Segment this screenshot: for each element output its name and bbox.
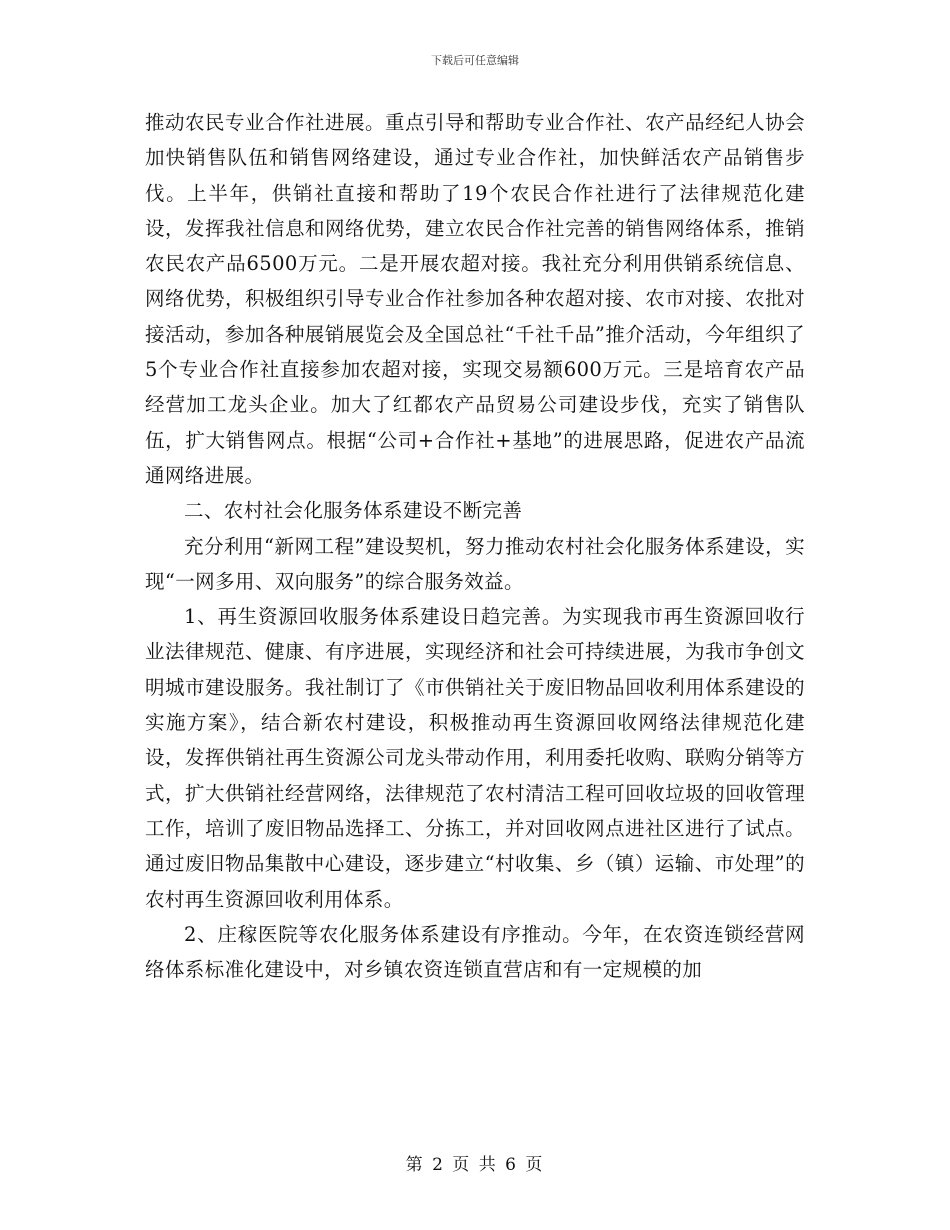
paragraph-recycling: 1、再生资源回收服务体系建设日趋完善。为实现我市再生资源回收行业法律规范、健康、有序进展，实现经济和社会可持续进展，为我市争创文明城市建设服务。我社制订了《市供销社关于废旧物品回收利用体系建设的实施方案》，结合新农村建设，积极推动再生资源回收网络法律规范化建设，发挥供销社再生资源公司龙头带动作用，利用委托收购、联购分销等方式，扩大供销社经营网络，法律规范了农村清洁工程可回收垃圾的回收管理工作，培训了废旧物品选择工、分拣工，并对回收网点进社区进行了试点。通过废旧物品集散中心建设，逐步建立“村收集、乡（镇）运输、市处理”的农村再生资源回收利用体系。: [145, 605, 805, 911]
document-body: [145, 105, 805, 987]
paragraph-continuation: 推动农民专业合作社进展。重点引导和帮助专业合作社、农产品经纪人协会加快销售队伍和销售网络建设，通过专业合作社，加快鲜活农产品销售步伐。上半年，供销社直接和帮助了19个农民合作社进行了法律规范化建设，发挥我社信息和网络优势，建立农民合作社完善的销售网络体系，推销农民农产品6500万元。二是开展农超对接。我社充分利用供销系统信息、网络优势，积极组织引导专业合作社参加各种农超对接、农市对接、农批对接活动，参加各种展销展览会及全国总社“千社千品”推介活动，今年组织了5个专业合作社直接参加农超对接，实现交易额600万元。三是培育农产品经营加工龙头企业。加大了红都农产品贸易公司建设步伐，充实了销售队伍，扩大销售网点。根据“公司+合作社+基地”的进展思路，促进农产品流通网络进展。: [145, 111, 805, 487]
section-heading: 二、农村社会化服务体系建设不断完善: [184, 499, 523, 523]
page-header: 下载后可任意编辑: [431, 54, 519, 67]
page-footer: 第 2 页 共 6 页: [405, 1155, 545, 1175]
paragraph-intro: 充分利用“新网工程”建设契机，努力推动农村社会化服务体系建设，实现“一网多用、双向服务”的综合服务效益。: [145, 534, 805, 593]
paragraph-crop-hospital: 2、庄稼医院等农化服务体系建设有序推动。今年，在农资连锁经营网络体系标准化建设中，对乡镇农资连锁直营店和有一定规模的加: [145, 922, 805, 982]
